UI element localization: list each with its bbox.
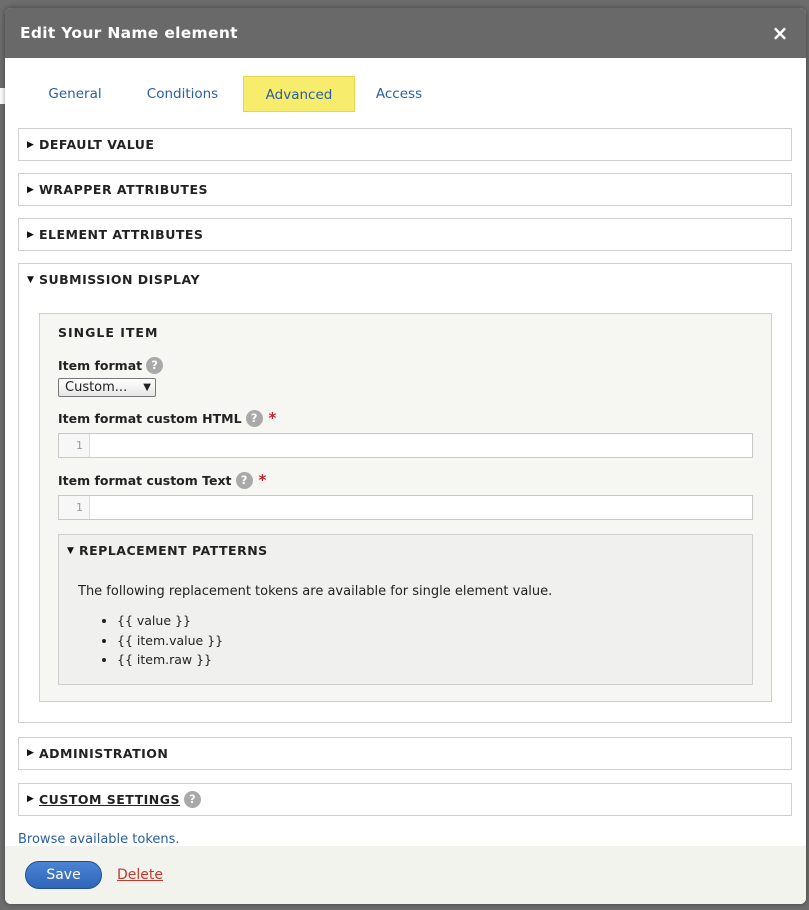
- item-format-select[interactable]: [58, 378, 156, 397]
- save-button[interactable]: Save: [25, 861, 102, 889]
- element-attributes-section: [18, 218, 792, 251]
- replacement-patterns-section: [58, 534, 753, 685]
- wrapper-attributes-section: [18, 173, 792, 206]
- custom-html-editor[interactable]: [58, 433, 753, 458]
- custom-settings-toggle[interactable]: [19, 784, 791, 815]
- collapsed-triangle-icon: ▶: [27, 229, 35, 240]
- default-value-label: DEFAULT VALUE: [39, 137, 155, 152]
- collapsed-triangle-icon: ▶: [27, 139, 35, 150]
- tab-advanced[interactable]: Advanced: [243, 76, 355, 112]
- single-item-fieldset: [39, 313, 772, 702]
- tab-conditions[interactable]: Conditions: [146, 86, 219, 102]
- submission-display-label: SUBMISSION DISPLAY: [39, 272, 200, 287]
- submission-display-toggle[interactable]: [19, 264, 791, 295]
- administration-section: [18, 737, 792, 770]
- replacement-patterns-toggle[interactable]: [59, 535, 752, 566]
- help-icon[interactable]: ?: [146, 357, 163, 374]
- line-number: 1: [59, 496, 90, 519]
- item-format-label-row: [58, 356, 753, 374]
- help-icon[interactable]: ?: [246, 410, 263, 427]
- line-number: 1: [59, 434, 90, 457]
- collapsed-triangle-icon: ▶: [27, 748, 35, 758]
- expanded-triangle-icon: ▼: [67, 545, 75, 556]
- tab-access[interactable]: Access: [375, 86, 423, 102]
- item-format-label: Item format: [58, 357, 143, 373]
- custom-text-label: Item format custom Text: [58, 472, 232, 488]
- custom-text-editor[interactable]: [58, 495, 753, 520]
- delete-link[interactable]: Delete: [117, 867, 163, 883]
- default-value-section: [18, 128, 792, 161]
- required-marker: *: [268, 409, 277, 427]
- collapsed-triangle-icon: ▶: [27, 184, 35, 195]
- element-attributes-label: ELEMENT ATTRIBUTES: [39, 227, 204, 242]
- custom-settings-section: [18, 783, 792, 816]
- custom-text-label-row: [58, 471, 753, 489]
- custom-settings-label: CUSTOM SETTINGS: [39, 791, 181, 807]
- help-icon[interactable]: ?: [236, 472, 253, 489]
- edit-element-dialog: [5, 8, 806, 904]
- token-list: [59, 611, 752, 670]
- replacement-patterns-label: REPLACEMENT PATTERNS: [79, 543, 268, 558]
- replacement-description: The following replacement tokens are available for single element value.: [78, 584, 553, 599]
- tab-general[interactable]: General: [48, 86, 102, 102]
- help-icon[interactable]: ?: [184, 791, 201, 808]
- tab-bar: [5, 58, 806, 118]
- dialog-titlebar: [5, 8, 806, 58]
- submission-display-section: [18, 263, 792, 723]
- list-item: • {{ item.value }}: [117, 631, 752, 651]
- dialog-footer: [5, 846, 806, 904]
- item-format-selected-value: Custom...: [65, 380, 128, 395]
- administration-toggle[interactable]: [19, 738, 791, 769]
- list-item: • {{ item.raw }}: [117, 650, 752, 670]
- element-attributes-toggle[interactable]: [19, 219, 791, 250]
- dialog-title: Edit Your Name element: [20, 24, 238, 42]
- wrapper-attributes-label: WRAPPER ATTRIBUTES: [39, 182, 208, 197]
- browse-tokens-link[interactable]: Browse available tokens.: [18, 831, 180, 847]
- custom-html-label: Item format custom HTML: [58, 410, 242, 426]
- administration-label: ADMINISTRATION: [39, 745, 169, 761]
- wrapper-attributes-toggle[interactable]: [19, 174, 791, 205]
- expanded-triangle-icon: ▼: [27, 274, 35, 285]
- dropdown-arrow-icon: ▼: [143, 382, 151, 393]
- required-marker: *: [258, 471, 267, 489]
- single-item-legend: SINGLE ITEM: [58, 325, 159, 340]
- custom-html-label-row: [58, 409, 753, 427]
- list-item: • {{ value }}: [117, 611, 752, 631]
- default-value-toggle[interactable]: [19, 129, 791, 160]
- collapsed-triangle-icon: ▶: [27, 794, 35, 804]
- close-icon[interactable]: ×: [771, 21, 789, 45]
